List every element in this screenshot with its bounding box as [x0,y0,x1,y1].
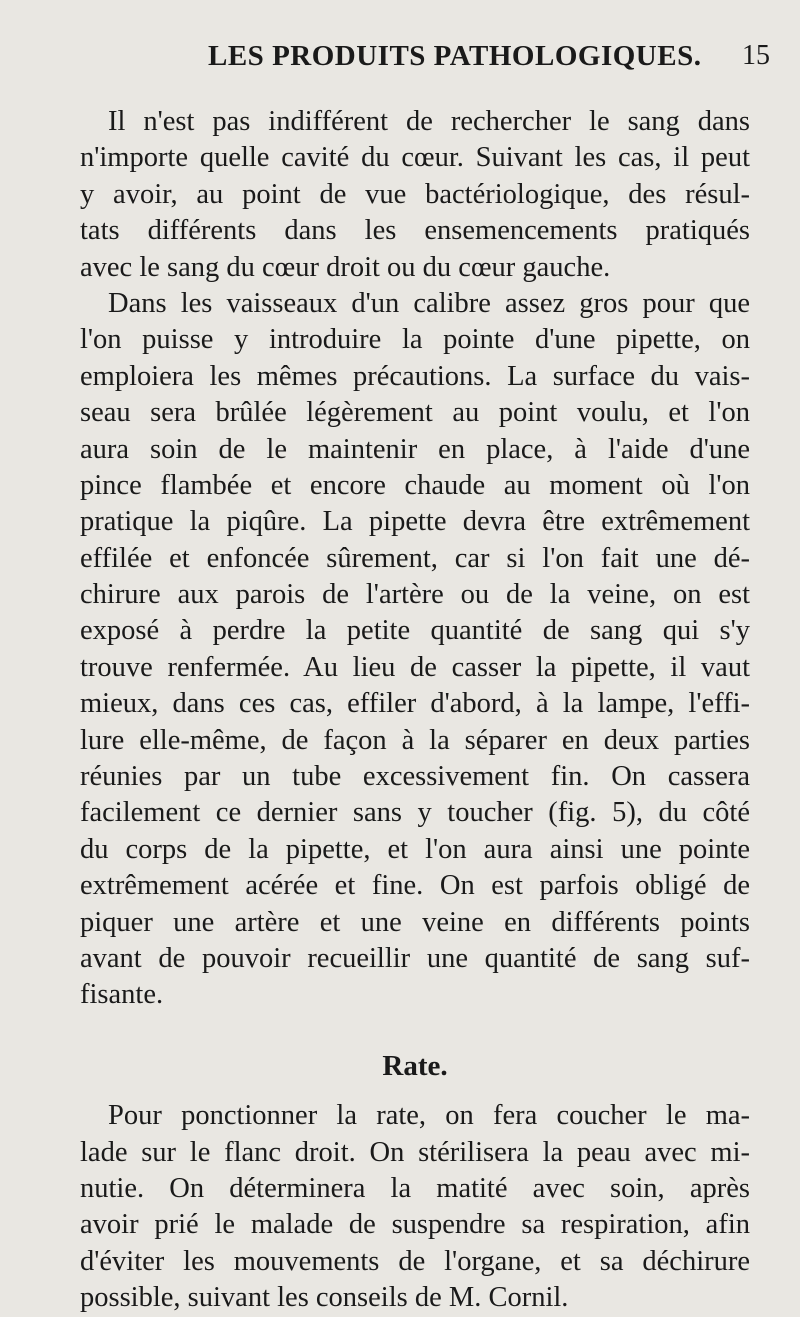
text-line: nutie. On déterminera la matité avec soin, après [80,1172,750,1204]
text-line: Dans les vaisseaux d'un calibre assez gros pour que [108,287,750,319]
page-number: 15 [742,40,770,71]
text-line: tats différents dans les ensemencements pratiqués [80,215,750,247]
text-line: n'importe quelle cavité du cœur. Suivant les cas, il peut [80,142,750,174]
text-line: piquer une artère et une veine en différents points [80,906,750,938]
paragraph [80,104,750,286]
running-head [0,40,800,80]
section-heading: Rate. [382,1049,448,1082]
text-line: avant de pouvoir recueillir une quantité de sang suf- [80,942,750,974]
text-line: lure elle-même, de façon à la séparer en deux parties [80,724,750,756]
paragraph [80,1098,750,1316]
text-line: y avoir, au point de vue bactériologique, des résul- [80,178,750,210]
text-line: lade sur le flanc droit. On stérilisera la peau avec mi- [80,1136,750,1168]
text-line: pince flambée et encore chaude au moment où l'on [80,469,750,501]
text-line: d'éviter les mouvements de l'organe, et sa déchirure [80,1245,750,1277]
text-line: facilement ce dernier sans y toucher (fig. 5), du côté [80,797,750,829]
text-line: effilée et enfoncée sûrement, car si l'on fait une dé- [80,542,750,574]
text-line: réunies par un tube excessivement fin. On cassera [80,761,750,793]
text-line: trouve renfermée. Au lieu de casser la pipette, il vaut [80,651,750,683]
paragraph [80,286,750,1014]
text-line: chirure aux parois de l'artère ou de la veine, on est [80,579,750,611]
running-title: LES PRODUITS PATHOLOGIQUES. [208,40,702,72]
text-line: avec le sang du cœur droit ou du cœur gauche. [80,251,611,283]
text-line: seau sera brûlée légèrement au point voulu, et l'on [80,397,750,429]
text-line: exposé à perdre la petite quantité de sang qui s'y [80,615,750,647]
text-line: extrêmement acérée et fine. On est parfois obligé de [80,870,750,902]
text-line: Il n'est pas indifférent de rechercher le sang dans [108,106,750,137]
text-line: l'on puisse y introduire la pointe d'une pipette, on [80,324,750,356]
text-line: emploiera les mêmes précautions. La surface du vais- [80,360,750,392]
text-line: aura soin de le maintenir en place, à l'aide d'une [80,433,750,465]
text-line: fisante. [80,979,164,1011]
text-line: avoir prié le malade de suspendre sa respiration, afin [80,1209,750,1241]
text-line: Pour ponctionner la rate, on fera coucher le ma- [108,1100,750,1132]
text-line: possible, suivant les conseils de M. Cornil. [80,1282,569,1314]
text-line: du corps de la pipette, et l'on aura ainsi une pointe [80,833,750,865]
text-line: mieux, dans ces cas, effiler d'abord, à la lampe, l'effi- [80,688,750,720]
text-line: pratique la piqûre. La pipette devra être extrêmement [80,506,750,538]
body-text [80,104,750,1317]
